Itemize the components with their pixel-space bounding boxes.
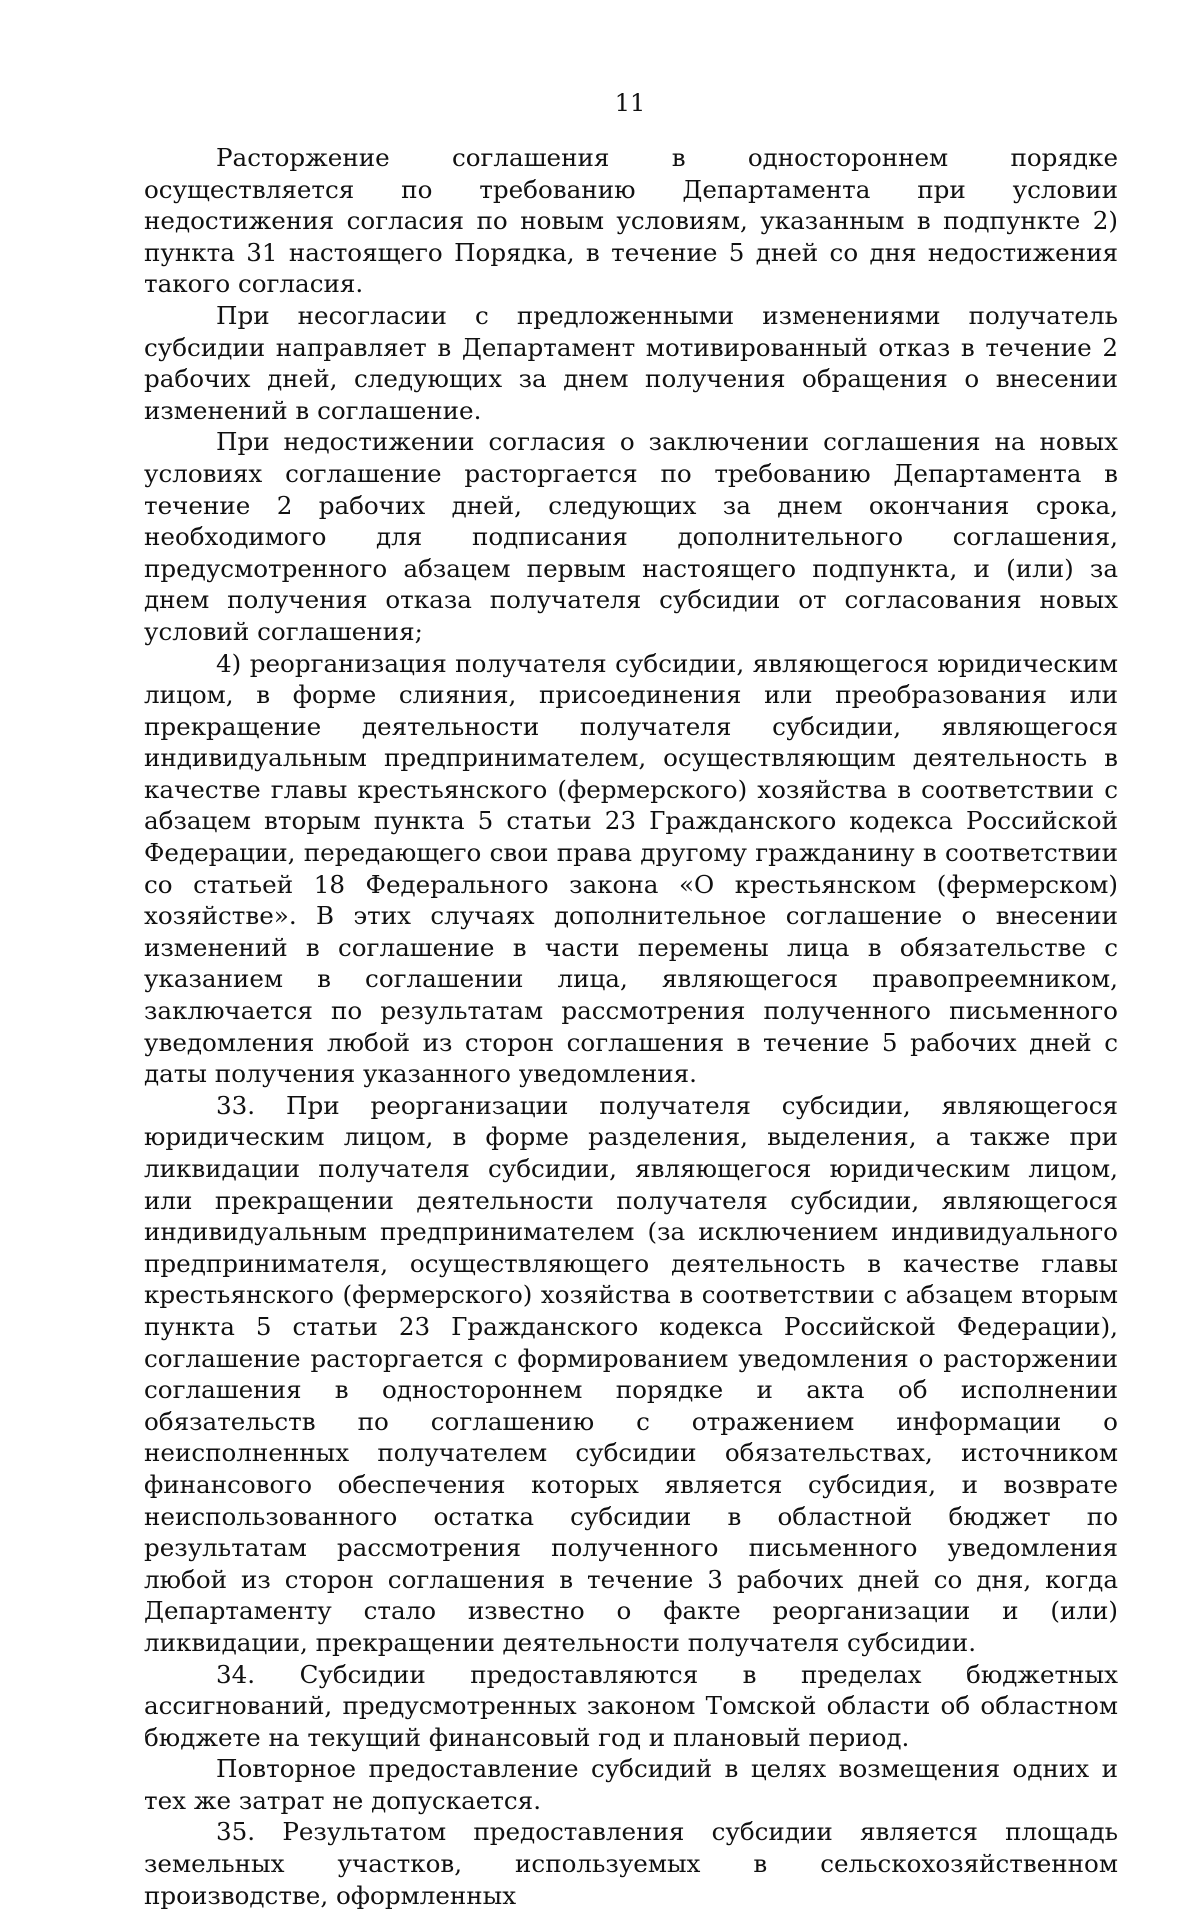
paragraph-no-agreement: При недостижении согласия о заключении соглашения на новых условиях соглашение расторгается по требованию Департамента в течение 2 рабочих дней, следующих за днем окончания срока, необходимого для подписания дополнительного соглашения, предусмотренного абзацем первым настоящего подпункта, и (или) за днем получения отказа получателя субсидии от согласования новых условий соглашения; [144,427,1118,646]
document-body [144,142,1118,1911]
paragraph-item-33: 33. При реорганизации получателя субсидии, являющегося юридическим лицом, в форме разделения, выделения, а также при ликвидации получателя субсидии, являющегося юридическим лицом, или прекращении деятельности получателя субсидии, являющегося индивидуальным предпринимателем (за исключением индивидуального предпринимателя, осуществляющего деятельность в качестве главы крестьянского (фермерского) хозяйства в соответствии с абзацем вторым пункта 5 статьи 23 Гражданского кодекса Российской Федерации), соглашение расторгается с формированием уведомления о расторжении соглашения в одностороннем порядке и акта об исполнении обязательств по соглашению с отражением информации о неисполненных получателем субсидии обязательствах, источником финансового обеспечения которых является субсидия, и возврате неиспользованного остатка субсидии в областной бюджет по результатам рассмотрения полученного письменного уведомления любой из сторон соглашения в течение 3 рабочих дней со дня, когда Департаменту стало известно о факте реорганизации и (или) ликвидации, прекращении деятельности получателя субсидии. [144,1090,1118,1657]
paragraph-disagreement: При несогласии с предложенными изменениями получатель субсидии направляет в Департамент мотивированный отказ в течение 2 рабочих дней, следующих за днем получения обращения о внесении изменений в соглашение. [144,300,1118,425]
paragraph-termination-unilateral: Расторжение соглашения в одностороннем порядке осуществляется по требованию Департамента при условии недостижения согласия по новым условиям, указанным в подпункте 2) пункта 31 настоящего Порядка, в течение 5 дней со дня недостижения такого согласия. [144,143,1118,299]
paragraph-item-4: 4) реорганизация получателя субсидии, являющегося юридическим лицом, в форме слияния, присоединения или преобразования или прекращение деятельности получателя субсидии, являющегося индивидуальным предпринимателем, осуществляющим деятельность в качестве главы крестьянского (фермерского) хозяйства в соответствии с абзацем вторым пункта 5 статьи 23 Гражданского кодекса Российской Федерации, передающего свои права другому гражданину в соответствии со статьей 18 Федерального закона «О крестьянском (фермерском) хозяйстве». В этих случаях дополнительное соглашение о внесении изменений в соглашение в части перемены лица в обязательстве с указанием в соглашении лица, являющегося правопреемником, заключается по результатам рассмотрения полученного письменного уведомления любой из сторон соглашения в течение 5 рабочих дней с даты получения указанного уведомления. [144,648,1118,1089]
paragraph-item-35: 35. Результатом предоставления субсидии является площадь земельных участков, используемых в сельскохозяйственном производстве, оформленных [144,1817,1118,1910]
paragraph-item-34: 34. Субсидии предоставляются в пределах бюджетных ассигнований, предусмотренных законом Томской области об областном бюджете на текущий финансовый год и плановый период. [144,1659,1118,1752]
paragraph-repeat-subsidy: Повторное предоставление субсидий в целях возмещения одних и тех же затрат не допускается. [144,1754,1118,1815]
page-number: 11 [614,89,646,117]
